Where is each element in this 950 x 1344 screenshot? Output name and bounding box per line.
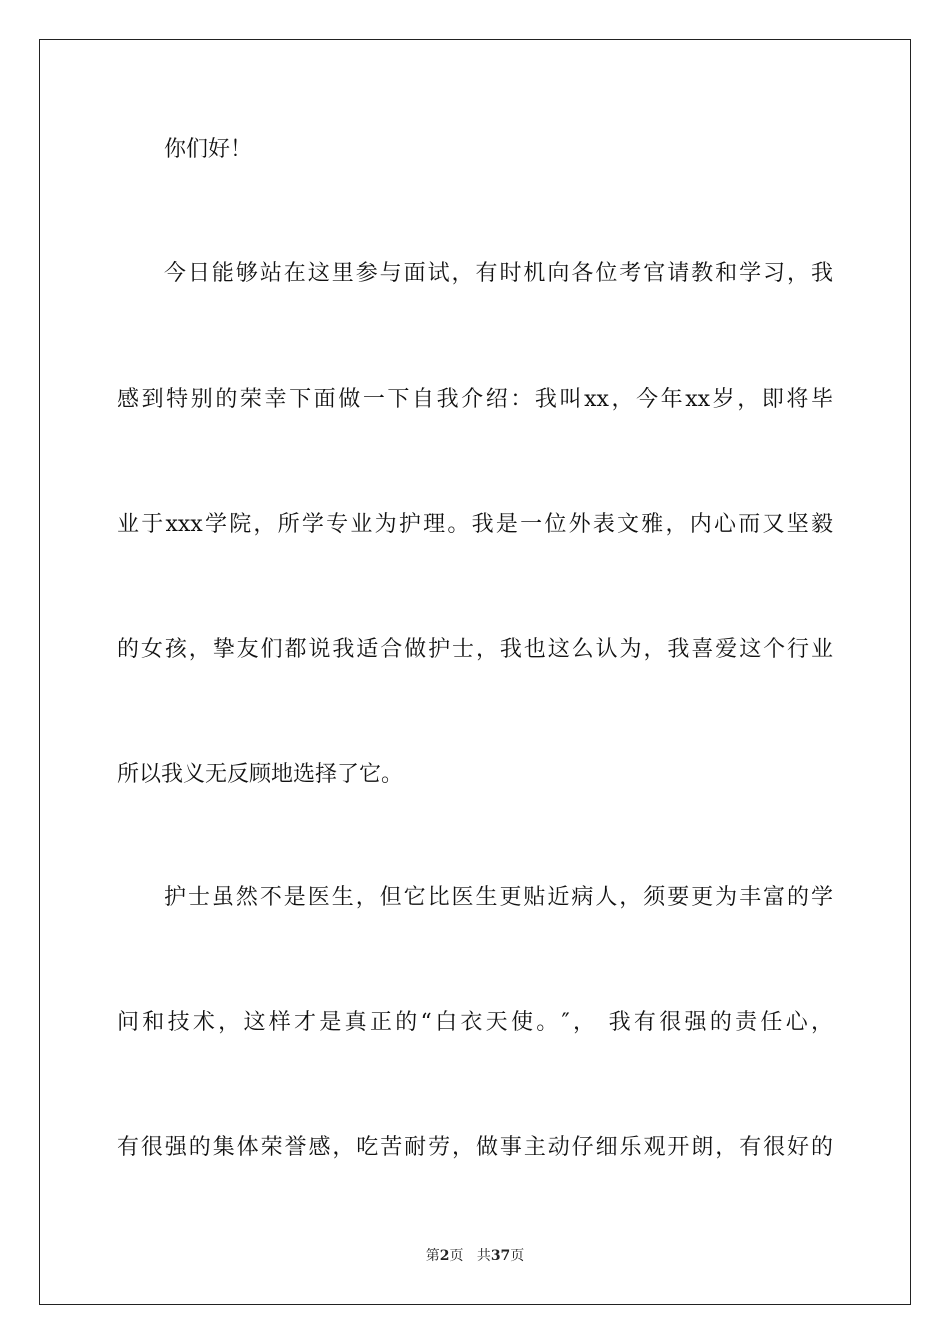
page-border: [39, 39, 911, 1305]
text-line-9: 有很强的集体荣誉感，吃苦耐劳，做事主动仔细乐观开朗，有很好的: [117, 1135, 833, 1160]
page-footer: [0, 1247, 950, 1265]
footer-total-pages: 37: [490, 1248, 511, 1264]
text-line-8: 问和技术，这样才是真正的“白衣天使。″， 我有很强的责任心，: [117, 1010, 833, 1035]
text-line-5: 的女孩，挚友们都说我适合做护士，我也这么认为，我喜爱这个行业: [117, 637, 833, 662]
footer-total-prefix: 共: [476, 1248, 491, 1264]
text-line-2: 今日能够站在这里参与面试，有时机向各位考官请教和学习，我: [164, 261, 833, 286]
text-line-7: 护士虽然不是医生，但它比医生更贴近病人，须要更为丰富的学: [164, 885, 833, 910]
text-line-1: 你们好！: [164, 137, 253, 162]
footer-prefix: 第: [425, 1248, 440, 1264]
text-line-4: 业于xxx学院，所学专业为护理。我是一位外表文雅，内心而又坚毅: [117, 512, 833, 537]
text-line-3: 感到特别的荣幸下面做一下自我介绍：我叫xx，今年xx岁，即将毕: [117, 387, 833, 412]
text-line-6: 所以我义无反顾地选择了它。: [117, 762, 404, 787]
footer-total-suffix: 页: [510, 1248, 525, 1264]
footer-page-suffix: 页: [449, 1248, 464, 1264]
footer-page-number: 2: [439, 1248, 450, 1264]
